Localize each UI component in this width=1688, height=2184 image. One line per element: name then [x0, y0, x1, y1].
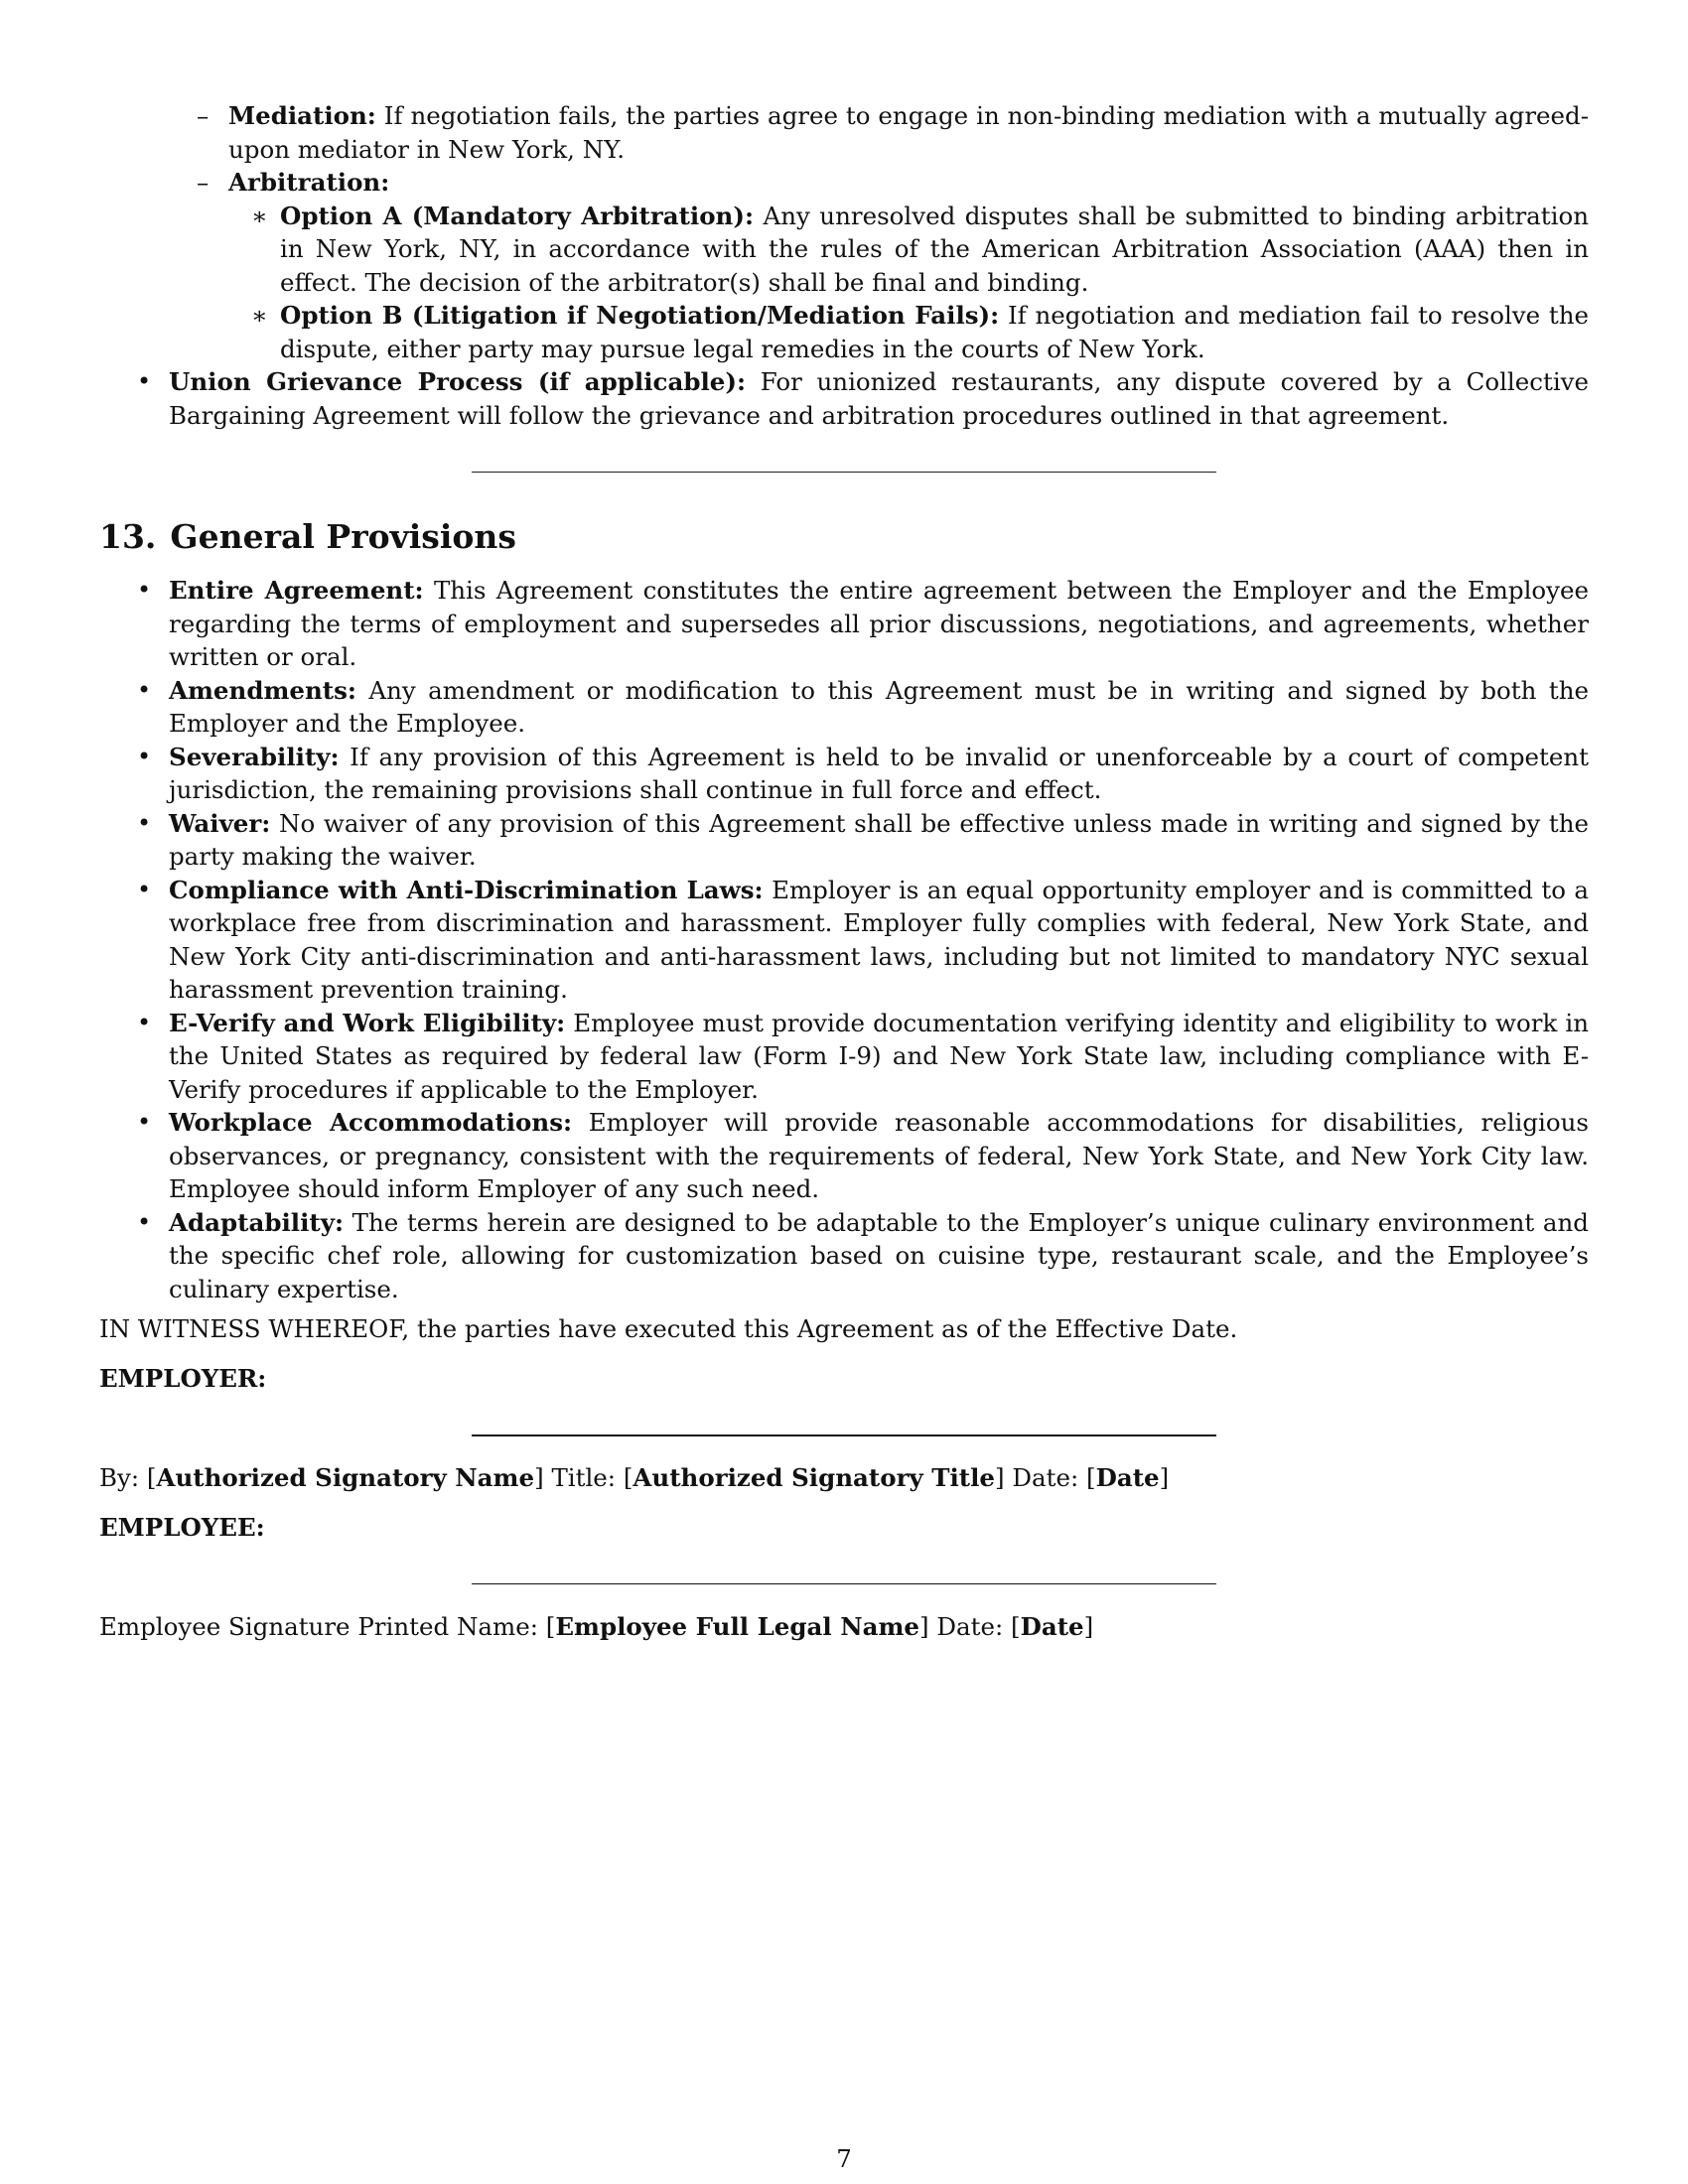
employer-date-label: Date: — [1012, 1463, 1079, 1492]
provision-text: The terms herein are designed to be adaptable to the Employer’s unique culinary environment and the specific chef role, allowing for customization based on cuisine type, restaurant scale, and the Employee’s culinary expertise. — [169, 1207, 1589, 1303]
page-number: 7 — [836, 2144, 852, 2173]
section-number: 13. — [99, 517, 157, 556]
provision-severability — [99, 741, 1589, 807]
employee-signature-line — [472, 1583, 1216, 1584]
provision-label: Adaptability: — [169, 1207, 344, 1237]
section-divider — [472, 472, 1216, 473]
provision-text: No waiver of any provision of this Agreement shall be effective unless made in writing and signed by the party making the waiver. — [169, 808, 1590, 871]
provision-label: Workplace Accommodations: — [169, 1108, 573, 1137]
union-text: For unionized restaurants, any dispute covered by a Collective Bargaining Agreement will follow the grievance and arbitration procedures outlined in that agreement. — [169, 367, 1589, 430]
provision-accommodations — [99, 1106, 1589, 1206]
provision-adaptability — [99, 1206, 1589, 1306]
employee-date: Date — [1020, 1612, 1084, 1641]
provision-text: Employee must provide documentation verifying identity and eligibility to work in the United States as required by federal law (Form I-9) and New York State law, including compliance with E-Verify procedures if applicable to the Employer. — [169, 1008, 1589, 1104]
employer-date: Date — [1095, 1463, 1160, 1492]
provision-e-verify — [99, 1007, 1589, 1107]
option-b-text: If negotiation and mediation fail to resolve the dispute, either party may pursue legal remedies in the courts of New York. — [280, 301, 1589, 363]
mediation-item — [99, 99, 1589, 166]
dispute-section — [99, 99, 1589, 432]
provision-amendments — [99, 674, 1589, 741]
provision-label: Entire Agreement: — [169, 576, 424, 605]
employer-signature-line — [472, 1434, 1216, 1436]
section-13-title — [99, 517, 516, 556]
employer-signatory-title: Authorized Signatory Title — [633, 1463, 995, 1492]
employee-heading: EMPLOYEE: — [99, 1513, 265, 1542]
dispute-steps-list — [99, 99, 1589, 200]
provision-label: Waiver: — [169, 808, 271, 838]
option-a-label: Option A (Mandatory Arbitration): — [280, 201, 755, 230]
provision-label: E-Verify and Work Eligibility: — [169, 1008, 566, 1037]
provision-waiver — [99, 807, 1589, 874]
general-provisions — [99, 574, 1589, 1305]
arbitration-options-list — [99, 200, 1589, 366]
option-b-label: Option B (Litigation if Negotiation/Mediation Fails): — [280, 301, 1000, 330]
union-list — [99, 365, 1589, 432]
provision-text: Employer will provide reasonable accommodations for disabilities, religious observances, or pregnancy, consistent with the requirements of federal, New York State, and New York City law. Employee should inform Employer of any such need. — [169, 1108, 1589, 1203]
provision-entire-agreement — [99, 574, 1589, 674]
employer-heading: EMPLOYER: — [99, 1364, 267, 1393]
union-label: Union Grievance Process (if applicable): — [169, 367, 746, 396]
employer-by-label: By: — [99, 1463, 140, 1492]
provisions-list — [99, 574, 1589, 1305]
employer-title-label: Title: — [551, 1463, 617, 1492]
option-b-item — [99, 299, 1589, 365]
section-title-text: General Provisions — [170, 517, 517, 556]
employee-signature-details: Employee Signature Printed Name: [Employee Full Legal Name] Date: [Date] — [99, 1612, 1094, 1641]
employer-signatory-name: Authorized Signatory Name — [156, 1463, 535, 1492]
provision-label: Compliance with Anti-Discrimination Laws: — [169, 875, 764, 904]
employee-date-label: Date: — [936, 1612, 1004, 1641]
mediation-label: Mediation: — [228, 101, 376, 130]
provision-label: Amendments: — [169, 675, 356, 705]
provision-text: Employer is an equal opportunity employer and is committed to a workplace free from discrimination and harassment. Employer fully complies with federal, New York State, and New York City anti-discrimination and anti-harassment laws, including but not limited to mandatory NYC sexual harassment prevention training. — [169, 875, 1589, 1004]
provision-anti-discrimination — [99, 874, 1589, 1007]
option-a-text: Any unresolved disputes shall be submitted to binding arbitration in New York, NY, in accordance with the rules of the American Arbitration Association (AAA) then in effect. The decision of the arbitrator(s) shall be final and binding. — [280, 201, 1589, 297]
provision-text: If any provision of this Agreement is held to be invalid or unenforceable by a court of competent jurisdiction, the remaining provisions shall continue in full force and effect. — [169, 742, 1590, 804]
employee-signature-label: Employee Signature Printed Name: — [99, 1612, 538, 1641]
arbitration-label: Arbitration: — [228, 168, 390, 197]
witness-statement: IN WITNESS WHEREOF, the parties have executed this Agreement as of the Effective Date. — [99, 1314, 1238, 1343]
provision-label: Severability: — [169, 742, 340, 771]
option-a-item — [99, 200, 1589, 300]
employee-printed-name: Employee Full Legal Name — [555, 1612, 920, 1641]
provision-text: This Agreement constitutes the entire agreement between the Employer and the Employee regarding the terms of employment and supersedes all prior discussions, negotiations, and agreements, whether written or oral. — [169, 576, 1590, 671]
union-item — [99, 365, 1589, 432]
employer-signature-details: By: [Authorized Signatory Name] Title: [Authorized Signatory Title] Date: [Date] — [99, 1463, 1170, 1492]
mediation-text: If negotiation fails, the parties agree to engage in non-binding mediation with a mutually agreed-upon mediator in New York, NY. — [228, 101, 1589, 164]
arbitration-item — [99, 166, 1589, 200]
provision-text: Any amendment or modification to this Agreement must be in writing and signed by both the Employer and the Employee. — [169, 675, 1589, 738]
